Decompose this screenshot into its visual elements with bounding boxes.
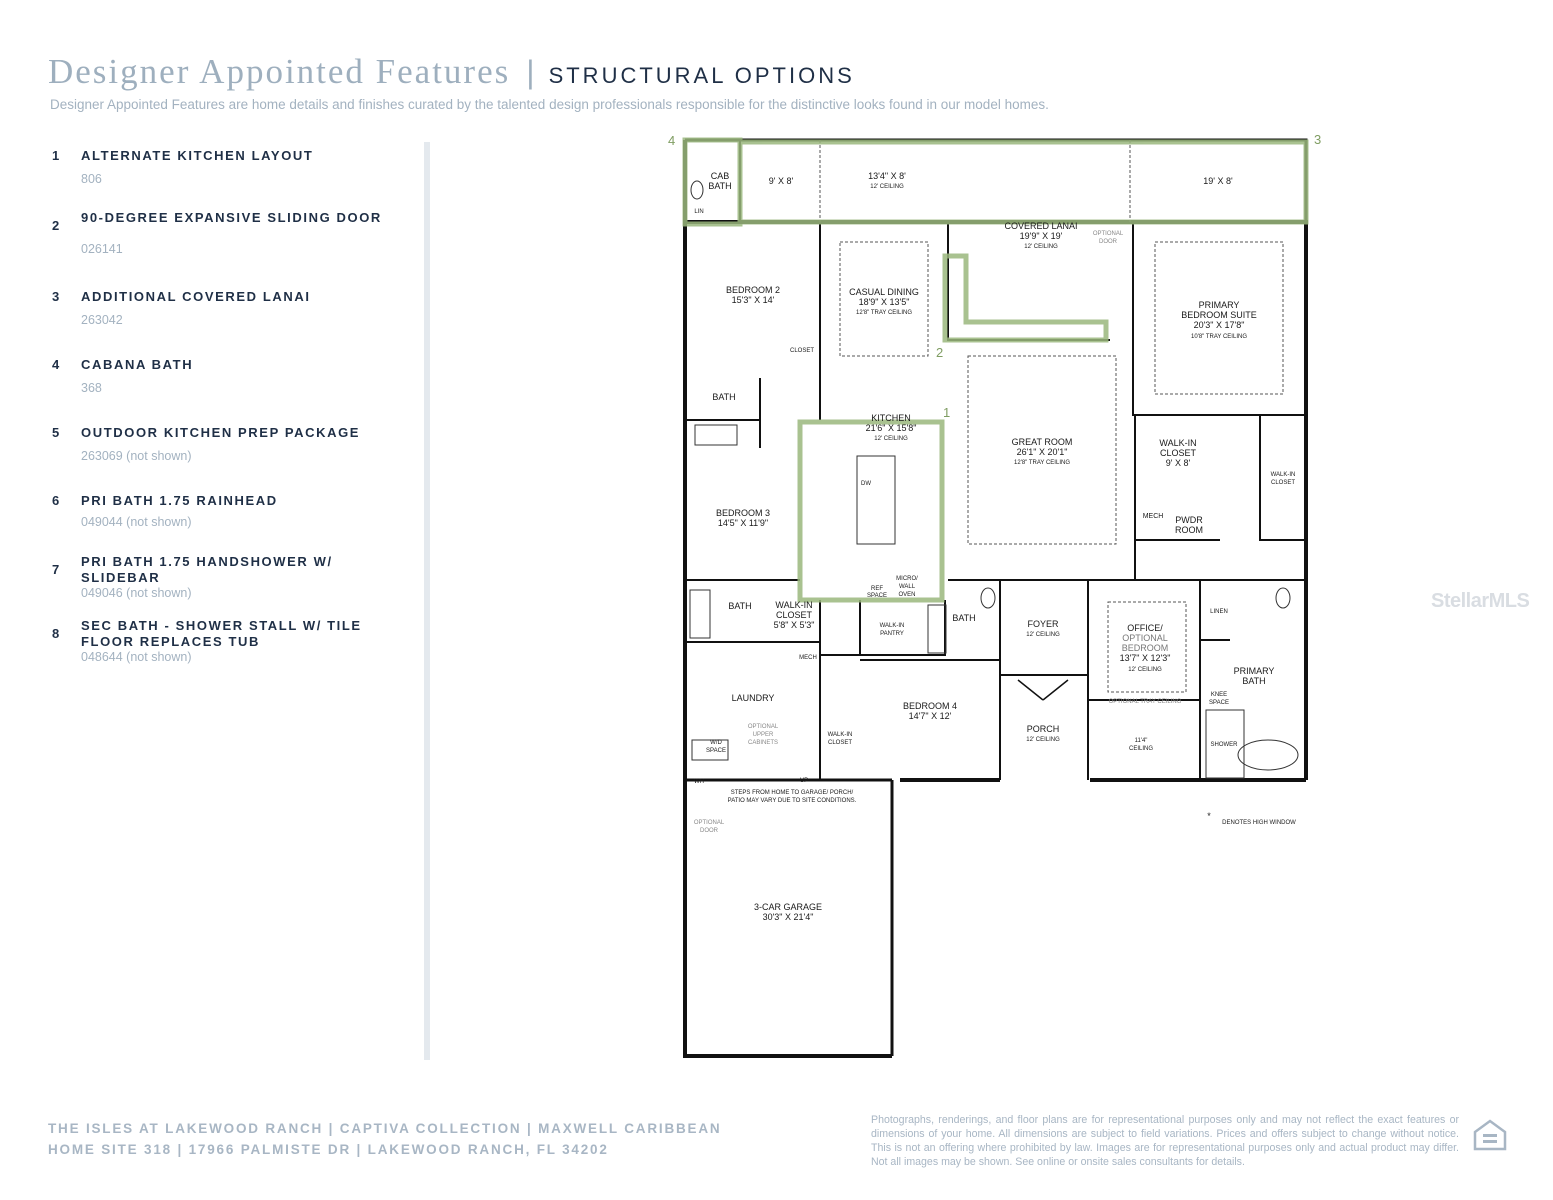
room-label: 9' X 8' bbox=[768, 176, 794, 186]
room-label: WALK-IN bbox=[775, 600, 813, 610]
room-label: OPTIONAL bbox=[747, 724, 779, 730]
room-label: 13'7" X 12'3" bbox=[1119, 653, 1171, 663]
room-label: OPTIONAL bbox=[693, 820, 725, 826]
room-label: PORCH bbox=[1026, 724, 1060, 734]
footer-homesite: HOME SITE 318 | 17966 PALMISTE DR | LAKEWOOD RANCH, FL 34202 bbox=[48, 1142, 609, 1157]
entry-doors bbox=[1018, 680, 1068, 700]
feature-code: 806 bbox=[81, 172, 102, 186]
room-label: 12' CEILING bbox=[870, 184, 904, 190]
page-header bbox=[48, 52, 855, 96]
callout-4: 4 bbox=[668, 133, 676, 148]
feature-name: PRI BATH 1.75 RAINHEAD bbox=[81, 493, 278, 508]
bath-fixtures bbox=[690, 181, 1298, 778]
room-label: KNEE bbox=[1210, 692, 1228, 698]
feature-number: 6 bbox=[52, 493, 60, 508]
room-label: UP bbox=[799, 778, 809, 784]
feature-name: OUTDOOR KITCHEN PREP PACKAGE bbox=[81, 425, 361, 440]
room-label: 10'8" TRAY CEILING bbox=[1191, 334, 1247, 340]
room-label: DOOR bbox=[700, 828, 718, 834]
room-label: PWDR bbox=[1175, 515, 1203, 525]
room-label: CEILING bbox=[1128, 746, 1154, 752]
footer-community: THE ISLES AT LAKEWOOD RANCH | CAPTIVA COLLECTION | MAXWELL CARIBBEAN bbox=[48, 1121, 722, 1136]
room-label: CAB bbox=[710, 171, 730, 181]
room-label: WALK-IN bbox=[1270, 472, 1296, 478]
room-label: WALK-IN bbox=[1159, 438, 1197, 448]
room-label: DOOR bbox=[1099, 239, 1117, 245]
feature-name: ADDITIONAL COVERED LANAI bbox=[81, 289, 311, 304]
room-label: 5'8" X 5'3" bbox=[773, 620, 815, 630]
room-label: 14'5" X 11'9" bbox=[717, 518, 769, 528]
feature-code: 368 bbox=[81, 381, 102, 395]
room-label: PRIMARY bbox=[1198, 300, 1240, 310]
room-label: BEDROOM 3 bbox=[715, 508, 771, 518]
room-label: OFFICE/ bbox=[1127, 623, 1163, 633]
room-label: 18'9" X 13'5" bbox=[858, 297, 910, 307]
footer-address bbox=[48, 1118, 721, 1160]
room-label: WALK-IN bbox=[827, 732, 853, 738]
room-label: 19'9" X 19' bbox=[1019, 231, 1063, 241]
room-label: SPACE bbox=[1209, 700, 1229, 706]
room-label: LAUNDRY bbox=[731, 693, 775, 703]
room-label: BATH bbox=[708, 181, 732, 191]
room-label: DENOTES HIGH WINDOW bbox=[1222, 820, 1296, 826]
feature-name: CABANA BATH bbox=[81, 357, 194, 372]
room-label: BEDROOM 4 bbox=[902, 701, 958, 711]
feature-code: 263069 (not shown) bbox=[81, 449, 192, 463]
room-label: WALK-IN bbox=[879, 623, 905, 629]
room-label: 26'1" X 20'1" bbox=[1016, 447, 1068, 457]
section-title: STRUCTURAL OPTIONS bbox=[548, 63, 855, 88]
room-label: SPACE bbox=[706, 748, 726, 754]
vertical-divider bbox=[424, 142, 430, 1060]
feature-code: 049046 (not shown) bbox=[81, 586, 192, 600]
page-subtitle: Designer Appointed Features are home details and finishes curated by the talented design professionals responsible for the distinctive looks found in our model homes. bbox=[50, 97, 1049, 112]
room-label: W/D bbox=[710, 740, 722, 746]
room-label: OPTIONAL bbox=[1122, 633, 1168, 643]
room-label: BATH bbox=[728, 601, 752, 611]
floor-plan bbox=[655, 128, 1325, 1068]
room-label: SHOWER bbox=[1210, 742, 1238, 748]
kitchen-island bbox=[857, 456, 895, 544]
feature-name: PRI BATH 1.75 HANDSHOWER W/ SLIDEBAR bbox=[81, 554, 333, 585]
page-title: Designer Appointed Features bbox=[48, 52, 511, 91]
room-label: BATH bbox=[952, 613, 976, 623]
callout-3: 3 bbox=[1314, 132, 1322, 147]
room-label: BATH bbox=[712, 392, 736, 402]
room-label: 30'3" X 21'4" bbox=[762, 912, 814, 922]
room-label: 12'8" TRAY CEILING bbox=[856, 310, 912, 316]
room-label: ROOM bbox=[1175, 525, 1203, 535]
room-label: BEDROOM bbox=[1121, 643, 1169, 653]
room-label: 9' X 8' bbox=[1165, 458, 1191, 468]
room-label: MECH bbox=[1142, 513, 1164, 520]
feature-number: 2 bbox=[52, 218, 60, 233]
room-label: OVEN bbox=[898, 592, 916, 598]
room-label: OPTIONAL bbox=[1092, 231, 1124, 237]
room-label: CLOSET bbox=[1159, 448, 1197, 458]
room-label: 13'4" X 8' bbox=[868, 171, 906, 181]
room-label: 11'4" bbox=[1134, 738, 1148, 744]
high-window-marker: * bbox=[1207, 811, 1211, 821]
room-label: FOYER bbox=[1027, 619, 1059, 629]
feature-number: 5 bbox=[52, 425, 60, 440]
room-label: WALL bbox=[898, 584, 916, 590]
title-separator: | bbox=[526, 54, 535, 90]
room-label: KITCHEN bbox=[871, 413, 911, 423]
feature-code: 263042 bbox=[81, 313, 123, 327]
room-label: 19' X 8' bbox=[1203, 176, 1233, 186]
room-label: 12' CEILING bbox=[1026, 632, 1060, 638]
option-highlights bbox=[685, 140, 1306, 600]
room-label: REF bbox=[871, 586, 883, 592]
feature-number: 1 bbox=[52, 148, 60, 163]
room-label: CABINETS bbox=[747, 740, 779, 746]
room-label: CLOSET bbox=[789, 348, 815, 354]
room-label: PRIMARY bbox=[1233, 666, 1275, 676]
room-label: WH bbox=[694, 779, 704, 785]
room-label: 12' CEILING bbox=[1026, 737, 1060, 743]
room-label: BEDROOM 2 bbox=[725, 285, 781, 295]
room-label: OPTIONAL TRAY CEILING bbox=[1108, 699, 1182, 705]
room-label: SPACE bbox=[867, 593, 887, 599]
feature-number: 7 bbox=[52, 562, 60, 577]
feature-name: 90-DEGREE EXPANSIVE SLIDING DOOR bbox=[81, 210, 382, 225]
room-label: MICRO/ bbox=[896, 576, 918, 582]
feature-code: 026141 bbox=[81, 242, 123, 256]
equal-housing-icon bbox=[1472, 1117, 1508, 1153]
room-label: 15'3" X 14' bbox=[731, 295, 775, 305]
feature-code: 049044 (not shown) bbox=[81, 515, 192, 529]
room-label: 12' CEILING bbox=[1128, 667, 1162, 673]
feature-name: ALTERNATE KITCHEN LAYOUT bbox=[81, 148, 314, 163]
feature-code: 048644 (not shown) bbox=[81, 650, 192, 664]
room-label: 20'3" X 17'8" bbox=[1193, 320, 1245, 330]
room-label: 21'6" X 15'8" bbox=[865, 423, 917, 433]
room-label: PANTRY bbox=[880, 631, 904, 637]
feature-name: SEC BATH - SHOWER STALL W/ TILE FLOOR REPLACES TUB bbox=[81, 618, 362, 649]
feature-number: 8 bbox=[52, 626, 60, 641]
room-label: 14'7" X 12' bbox=[908, 711, 952, 721]
room-label: CASUAL DINING bbox=[849, 287, 919, 297]
feature-number: 3 bbox=[52, 289, 60, 304]
feature-number: 4 bbox=[52, 357, 60, 372]
room-label: COVERED LANAI bbox=[1004, 221, 1078, 231]
room-label: LINEN bbox=[1210, 609, 1228, 615]
callout-2: 2 bbox=[936, 345, 944, 360]
room-label: CLOSET bbox=[827, 740, 853, 746]
callout-1: 1 bbox=[943, 405, 951, 420]
footer-disclaimer: Photographs, renderings, and floor plans are for representational purposes only and may not reflect the exact features or dimensions of your home. All dimensions are subject to field variations. Prices and offers subject to change without notice. This is not an offering where prohibited by law. Images are for representational purposes only and actual product may differ. Not all images may be shown. See online or onsite sales consultants for details. bbox=[871, 1114, 1459, 1168]
room-label: MECH bbox=[799, 655, 817, 661]
room-label: BATH bbox=[1242, 676, 1266, 686]
room-label: 3-CAR GARAGE bbox=[753, 902, 823, 912]
room-labels bbox=[694, 171, 1296, 922]
room-label: 12' CEILING bbox=[1024, 244, 1058, 250]
room-label: GREAT ROOM bbox=[1011, 437, 1073, 447]
room-label: BEDROOM SUITE bbox=[1181, 310, 1257, 320]
room-label: LIN bbox=[694, 209, 704, 215]
room-label: DW bbox=[861, 481, 871, 487]
room-label: CLOSET bbox=[775, 610, 813, 620]
room-label: 12'8" TRAY CEILING bbox=[1014, 460, 1070, 466]
room-label: STEPS FROM HOME TO GARAGE/ PORCH/ bbox=[730, 790, 854, 796]
watermark: StellarMLS bbox=[1431, 590, 1530, 612]
room-label: UPPER bbox=[752, 732, 774, 738]
room-label: PATIO MAY VARY DUE TO SITE CONDITIONS. bbox=[727, 798, 857, 804]
room-label: CLOSET bbox=[1270, 480, 1296, 486]
room-label: 12' CEILING bbox=[874, 436, 908, 442]
